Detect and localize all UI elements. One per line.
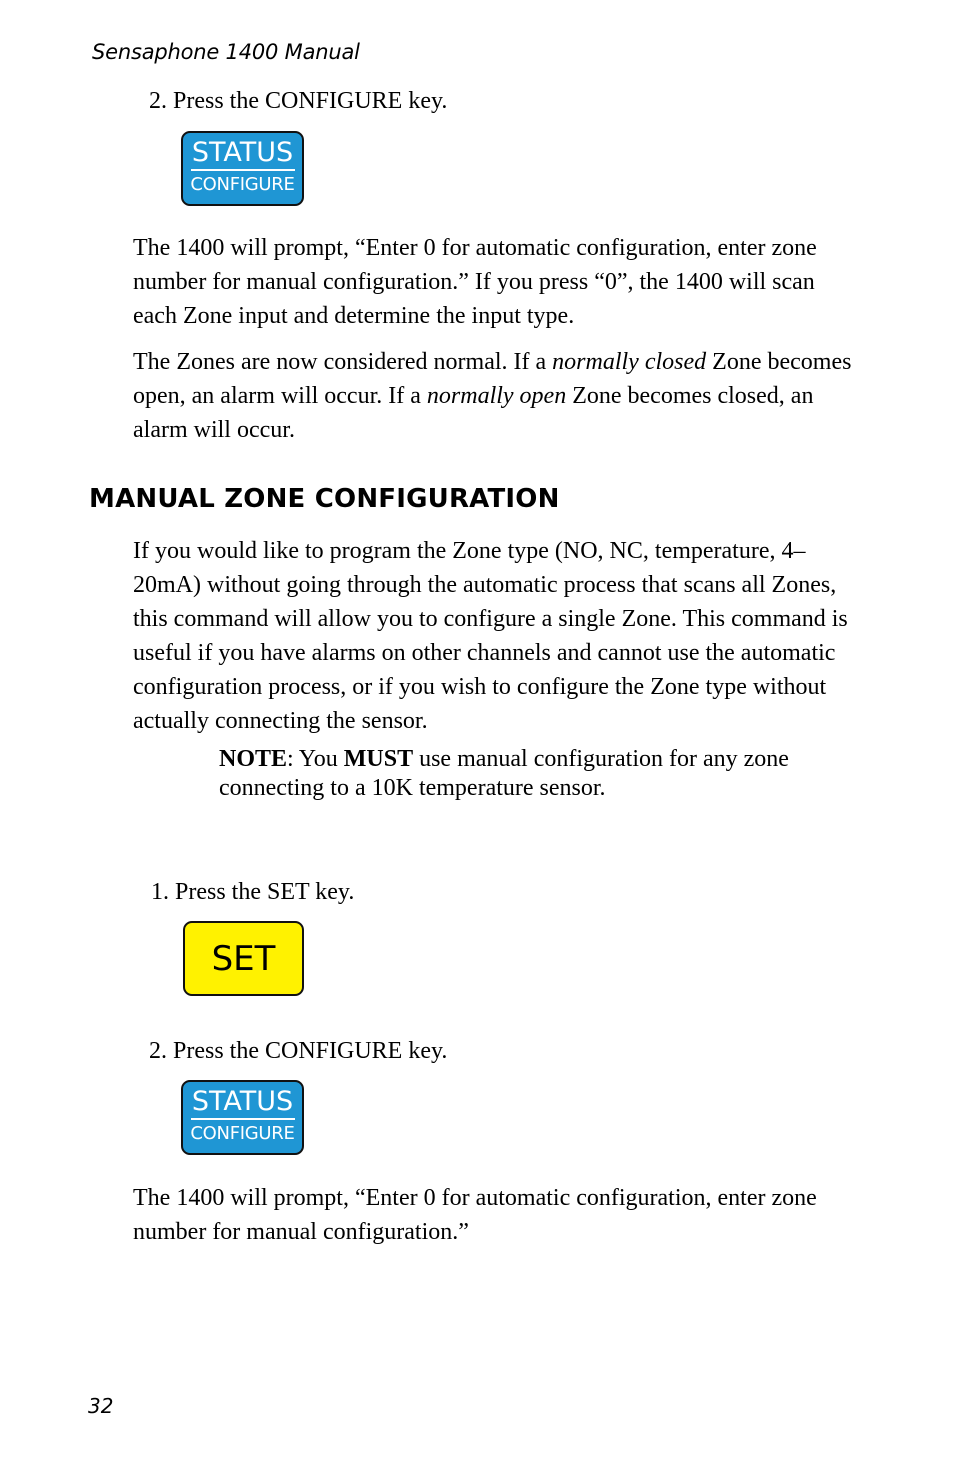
step-1-set: 1. Press the SET key. bbox=[151, 879, 355, 905]
status-configure-key-image bbox=[181, 1080, 304, 1155]
running-header: Sensaphone 1400 Manual bbox=[92, 40, 360, 64]
key-label-configure: CONFIGURE bbox=[190, 174, 295, 195]
key-label-status: STATUS bbox=[191, 138, 295, 171]
note-must: MUST bbox=[343, 746, 414, 772]
zones-normal-text bbox=[133, 345, 863, 447]
status-configure-key-image bbox=[181, 131, 304, 206]
zones-normal-paragraph bbox=[133, 345, 863, 447]
note-text: : You bbox=[287, 746, 344, 772]
prompt-text: The 1400 will prompt, “Enter 0 for automatic configuration, enter zone number for manual configuration.” If you press “0”, the 1400 will scan each Zone input and determine the input type. bbox=[133, 235, 817, 329]
note-label: NOTE bbox=[219, 746, 288, 772]
text-run: Zone becomes closed, an alarm will occur. bbox=[133, 383, 814, 443]
step-2-configure: 2. Press the CONFIGURE key. bbox=[149, 88, 448, 114]
note-block bbox=[219, 745, 839, 803]
text-run: Zone becomes open, an alarm will occur. If a bbox=[133, 349, 852, 409]
closing-text: The 1400 will prompt, “Enter 0 for automatic configuration, enter zone number for manual configuration.” bbox=[133, 1185, 817, 1245]
note-text: use manual configuration for any zone connecting to a 10K temperature sensor. bbox=[219, 746, 789, 801]
closing-paragraph bbox=[133, 1181, 863, 1249]
auto-config-paragraph bbox=[133, 231, 863, 333]
page-number: 32 bbox=[88, 1394, 114, 1418]
manual-config-intro bbox=[133, 534, 868, 738]
text-run: The Zones are now considered normal. If a bbox=[133, 349, 553, 375]
section-heading: MANUAL ZONE CONFIGURATION bbox=[89, 484, 560, 514]
set-key-label: SET bbox=[211, 938, 276, 979]
intro-text: If you would like to program the Zone type (NO, NC, temperature, 4–20mA) without going through the automatic process that scans all Zones, this command will allow you to configure a single Zone. This command is useful if you have alarms on other channels and cannot use the automatic configuration process, or if you wish to configure the Zone type without actually connecting the sensor. bbox=[133, 538, 848, 734]
key-label-configure: CONFIGURE bbox=[190, 1123, 295, 1144]
set-key-image bbox=[183, 921, 304, 996]
italic-normally-closed: normally closed bbox=[552, 349, 707, 375]
italic-normally-open: normally open bbox=[426, 383, 567, 409]
step-2-configure-manual: 2. Press the CONFIGURE key. bbox=[149, 1038, 448, 1064]
key-label-status: STATUS bbox=[191, 1087, 295, 1120]
